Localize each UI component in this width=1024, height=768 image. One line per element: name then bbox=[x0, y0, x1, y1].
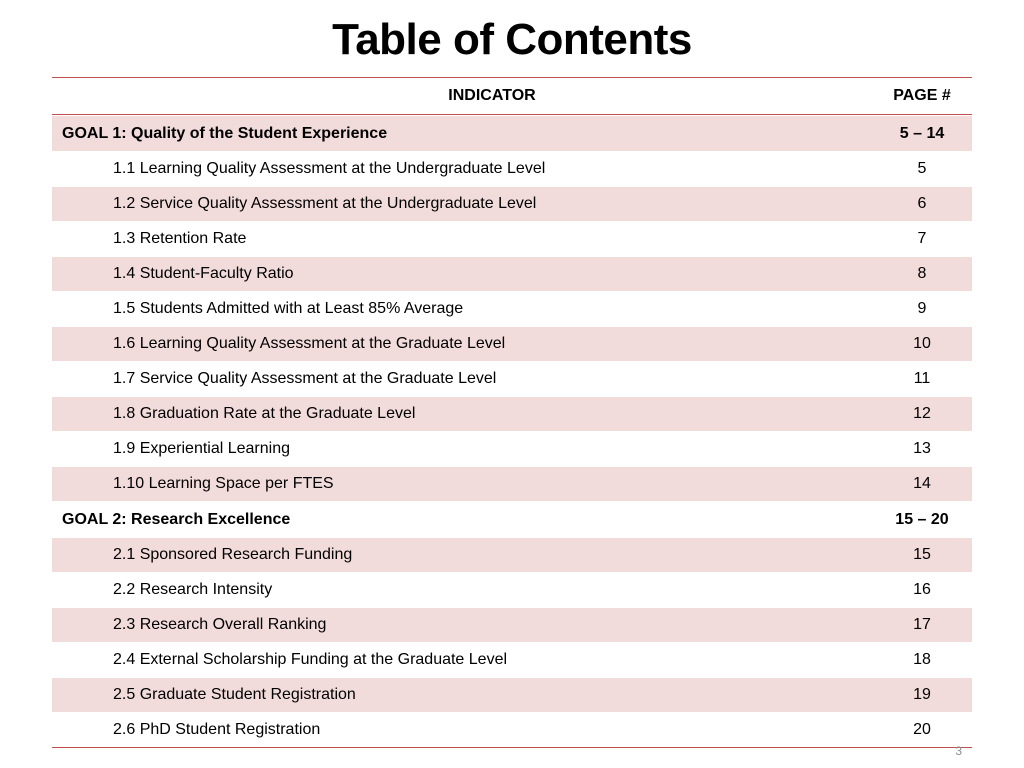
table-row bbox=[52, 361, 972, 396]
goal-row bbox=[52, 115, 972, 151]
table-row bbox=[52, 221, 972, 256]
indicator-label: 1.1 Learning Quality Assessment at the Undergraduate Level bbox=[113, 160, 546, 177]
table-row bbox=[52, 186, 972, 221]
table-row bbox=[52, 572, 972, 607]
table-row bbox=[52, 151, 972, 186]
page-number: 9 bbox=[917, 300, 927, 317]
page-number: 16 bbox=[913, 581, 931, 598]
page-number: 12 bbox=[913, 405, 931, 422]
indicator-label: 1.10 Learning Space per FTES bbox=[113, 475, 334, 492]
table-header-row bbox=[52, 78, 972, 115]
goal-label: GOAL 1: Quality of the Student Experience bbox=[62, 124, 388, 142]
page-number: 5 bbox=[917, 160, 927, 177]
indicator-label: 2.1 Sponsored Research Funding bbox=[113, 546, 353, 563]
page-title: Table of Contents bbox=[332, 15, 692, 64]
page-number: 15 bbox=[913, 546, 931, 563]
goal-label: GOAL 2: Research Excellence bbox=[62, 510, 291, 528]
table-body bbox=[52, 115, 972, 747]
table-row bbox=[52, 712, 972, 747]
page-number: 18 bbox=[913, 651, 931, 668]
page-number: 20 bbox=[913, 721, 931, 738]
indicator-column-header: INDICATOR bbox=[448, 87, 536, 104]
indicator-label: 2.2 Research Intensity bbox=[113, 581, 273, 598]
page-number: 19 bbox=[913, 686, 931, 703]
page-column-header: PAGE # bbox=[893, 87, 951, 104]
indicator-label: 2.5 Graduate Student Registration bbox=[113, 686, 356, 703]
indicator-label: 2.4 External Scholarship Funding at the Graduate Level bbox=[113, 651, 508, 668]
table-row bbox=[52, 466, 972, 501]
indicator-label: 1.8 Graduation Rate at the Graduate Level bbox=[113, 405, 416, 422]
table-row bbox=[52, 396, 972, 431]
indicator-label: 1.5 Students Admitted with at Least 85% Average bbox=[113, 300, 464, 317]
indicator-label: 1.6 Learning Quality Assessment at the Graduate Level bbox=[113, 335, 506, 352]
indicator-label: 1.3 Retention Rate bbox=[113, 230, 247, 247]
slide-number: 3 bbox=[955, 744, 962, 758]
indicator-label: 2.6 PhD Student Registration bbox=[113, 721, 321, 738]
page-number: 7 bbox=[917, 230, 927, 247]
goal-page-range: 15 – 20 bbox=[895, 510, 949, 528]
page-number: 11 bbox=[913, 370, 931, 387]
table-row bbox=[52, 677, 972, 712]
page-number: 14 bbox=[913, 475, 931, 492]
indicator-label: 2.3 Research Overall Ranking bbox=[113, 616, 327, 633]
indicator-label: 1.4 Student-Faculty Ratio bbox=[113, 265, 294, 282]
table-row bbox=[52, 537, 972, 572]
table-row bbox=[52, 431, 972, 466]
page-number: 13 bbox=[913, 440, 931, 457]
table-row bbox=[52, 291, 972, 326]
toc-table bbox=[52, 77, 972, 748]
table-row bbox=[52, 326, 972, 361]
table-row bbox=[52, 607, 972, 642]
goal-row bbox=[52, 501, 972, 537]
page-number: 8 bbox=[917, 265, 927, 282]
indicator-label: 1.7 Service Quality Assessment at the Graduate Level bbox=[113, 370, 497, 387]
indicator-label: 1.9 Experiential Learning bbox=[113, 440, 291, 457]
page-number: 17 bbox=[913, 616, 931, 633]
page-number: 10 bbox=[913, 335, 931, 352]
table-row bbox=[52, 642, 972, 677]
page-number: 6 bbox=[917, 195, 927, 212]
table-row bbox=[52, 256, 972, 291]
indicator-label: 1.2 Service Quality Assessment at the Undergraduate Level bbox=[113, 195, 537, 212]
goal-page-range: 5 – 14 bbox=[899, 124, 945, 142]
